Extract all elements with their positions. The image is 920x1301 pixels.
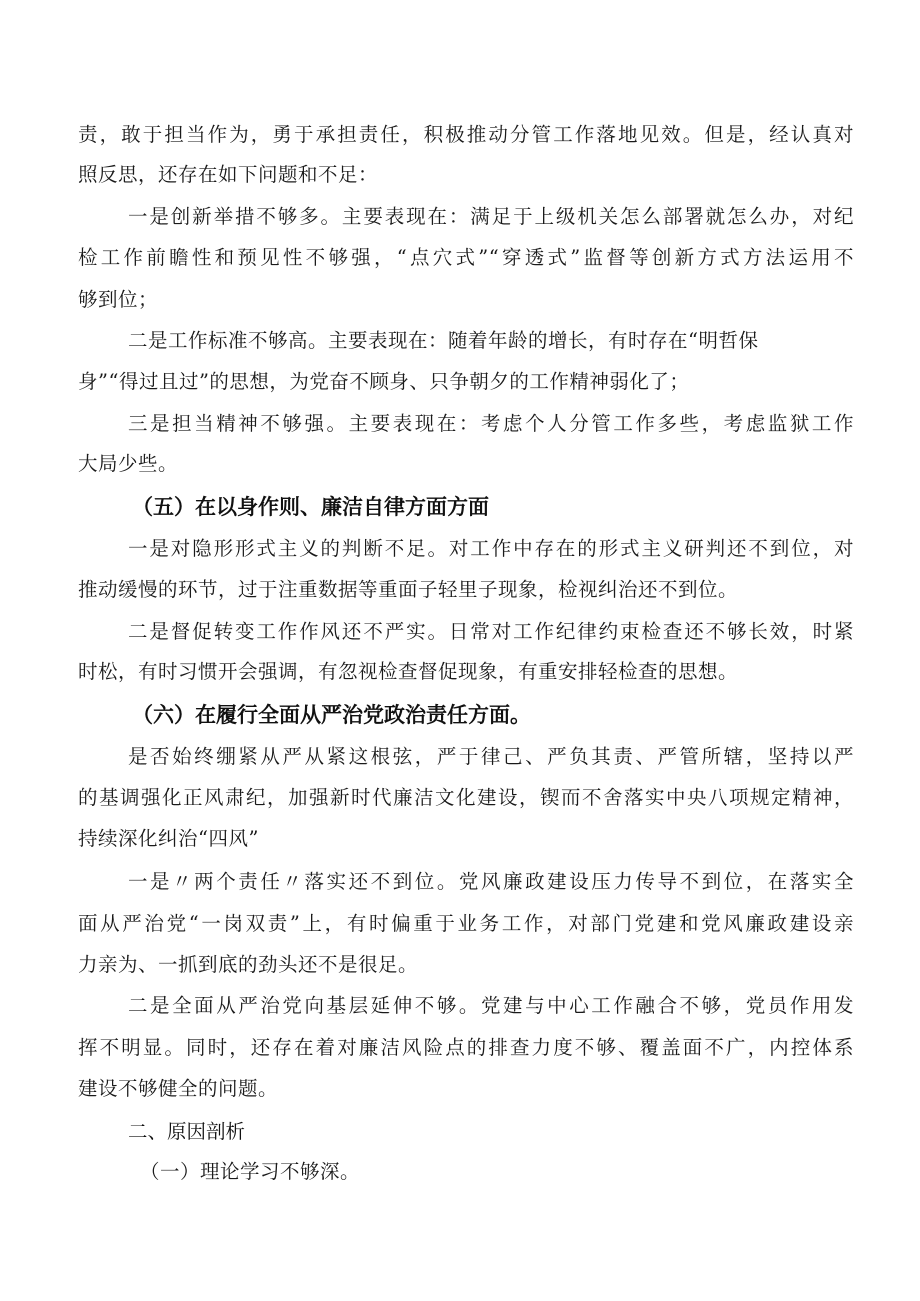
text-line: 责，敢于担当作为，勇于承担责任，积极推动分管工作落地见效。但是，经认真对 bbox=[78, 123, 854, 146]
section-heading-cause-analysis: 二、原因剖析 bbox=[128, 1120, 246, 1143]
text-line: 检工作前瞻性和预见性不够强，“点穴式”“穿透式”监督等创新方式方法运用不 bbox=[78, 246, 854, 269]
text-line: 推动缓慢的环节，过于注重数据等重面子轻里子现象，检视纠治还不到位。 bbox=[78, 578, 739, 601]
text-line: 二是督促转变工作作风还不严实。日常对工作纪律约束检查还不够长效，时紧 bbox=[128, 620, 854, 643]
text-line: 身”“得过且过”的思想，为党奋不顾身、只争朝夕的工作精神弱化了； bbox=[78, 370, 690, 393]
text-line: 是否始终绷紧从严从紧这根弦，严于律己、严负其责、严管所辖，坚持以严 bbox=[128, 745, 854, 768]
text-line: 二是工作标准不够高。主要表现在：随着年龄的增长，有时存在“明哲保 bbox=[128, 329, 759, 352]
text-line: 持续深化纠治“四风” bbox=[78, 827, 259, 850]
text-line: 照反思，还存在如下问题和不足： bbox=[78, 163, 379, 186]
text-line: 够到位； bbox=[78, 288, 159, 311]
text-line: 二是全面从严治党向基层延伸不够。党建与中心工作融合不够，党员作用发 bbox=[128, 994, 854, 1017]
text-line: 时松，有时习惯开会强调，有忽视检查督促现象，有重安排轻检查的思想。 bbox=[78, 660, 739, 683]
text-line: 建设不够健全的问题。 bbox=[78, 1077, 279, 1100]
text-line: 一是〃两个责任〃落实还不到位。党风廉政建设压力传导不到位，在落实全 bbox=[128, 870, 854, 893]
text-line: 面从严治党“一岗双责”上，有时偏重于业务工作，对部门党建和党风廉政建设亲 bbox=[78, 912, 854, 935]
text-line: 挥不明显。同时，还存在着对廉洁风险点的排查力度不够、覆盖面不广，内控体系 bbox=[78, 1036, 854, 1059]
text-line: 的基调强化正风肃纪，加强新时代廉洁文化建设，锲而不舍落实中央八项规定精神， bbox=[78, 786, 854, 809]
text-line: 三是担当精神不够强。主要表现在：考虑个人分管工作多些，考虑监狱工作 bbox=[128, 412, 854, 435]
text-line: 力亲为、一抓到底的劲头还不是很足。 bbox=[78, 953, 419, 976]
text-line: 一是对隐形形式主义的判断不足。对工作中存在的形式主义研判还不到位，对 bbox=[128, 537, 854, 560]
text-line: 大局少些。 bbox=[78, 452, 179, 475]
section-heading-6: （六）在履行全面从严治党政治责任方面。 bbox=[132, 703, 531, 727]
text-line: 一是创新举措不够多。主要表现在：满足于上级机关怎么部署就怎么办，对纪 bbox=[128, 205, 854, 228]
subsection-heading: （一）理论学习不够深。 bbox=[140, 1160, 361, 1183]
section-heading-5: （五）在以身作则、廉洁自律方面方面 bbox=[132, 495, 489, 519]
